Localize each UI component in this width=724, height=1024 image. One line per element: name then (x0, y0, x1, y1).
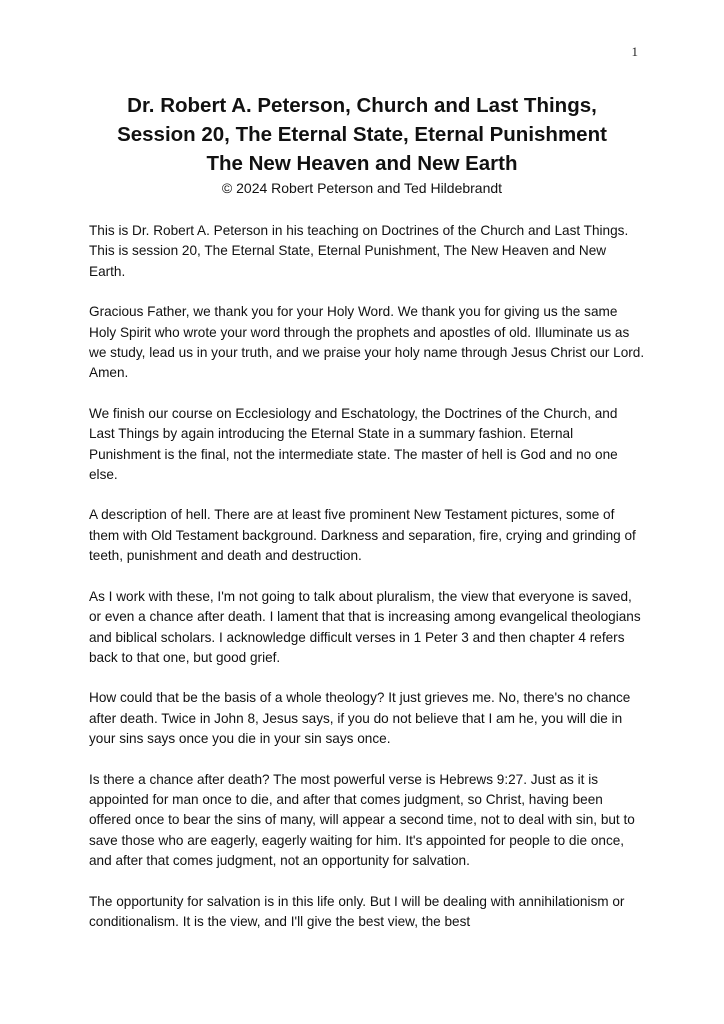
title-line-1: Dr. Robert A. Peterson, Church and Last Things, (127, 94, 597, 117)
copyright-line: © 2024 Robert Peterson and Ted Hildebrandt (221, 180, 503, 196)
title-line-2: Session 20, The Eternal State, Eternal Punishment (117, 123, 607, 146)
paragraph: Gracious Father, we thank you for your Holy Word. We thank you for giving us the same Holy Spirit who wrote your word through the prophets and apostles of old. Illuminate us as we study, lead us in your truth, and we praise your holy name through Jesus Christ our Lord. Amen. (89, 304, 645, 381)
document-header (0, 91, 724, 198)
paragraph: This is Dr. Robert A. Peterson in his teaching on Doctrines of the Church and Last Things. This is session 20, The Eternal State, Eternal Punishment, The New Heaven and New Earth. (89, 223, 629, 279)
document-body (89, 221, 645, 952)
paragraph: How could that be the basis of a whole theology? It just grieves me. No, there's no chance after death. Twice in John 8, Jesus says, if you do not believe that I am he, you will die in your sins says once you die in your sin says once. (89, 690, 631, 747)
paragraph: The opportunity for salvation is in this life only. But I will be dealing with annihilationism or conditionalism. It is the view, and I'll give the best view, the best (89, 893, 625, 929)
page-number: 1 (631, 44, 638, 59)
title-line-3: The New Heaven and New Earth (206, 152, 518, 175)
paragraph: Is there a chance after death? The most powerful verse is Hebrews 9:27. Just as it is appointed for man once to die, and after that comes judgment, so Christ, having been offered once to bear the sins of many, will appear a second time, not to deal with sin, but to save those who are eagerly, eagerly waiting for him. It's appointed for people to die once, and after that comes judgment, not an opportunity for salvation. (89, 771, 635, 869)
paragraph: We finish our course on Ecclesiology and Eschatology, the Doctrines of the Church, and Last Things by again introducing the Eternal State in a summary fashion. Eternal Punishment is the final, not the intermediate state. The master of hell is God and no one else. (89, 405, 618, 483)
paragraph: A description of hell. There are at least five prominent New Testament pictures, some of them with Old Testament background. Darkness and separation, fire, crying and grinding of teeth, punishment and death and destruction. (89, 507, 636, 564)
paragraph: As I work with these, I'm not going to talk about pluralism, the view that everyone is saved, or even a chance after death. I lament that that is increasing among evangelical theologians and biblical scholars. I acknowledge difficult verses in 1 Peter 3 and then chapter 4 refers back to that one, but good grief. (89, 588, 641, 665)
